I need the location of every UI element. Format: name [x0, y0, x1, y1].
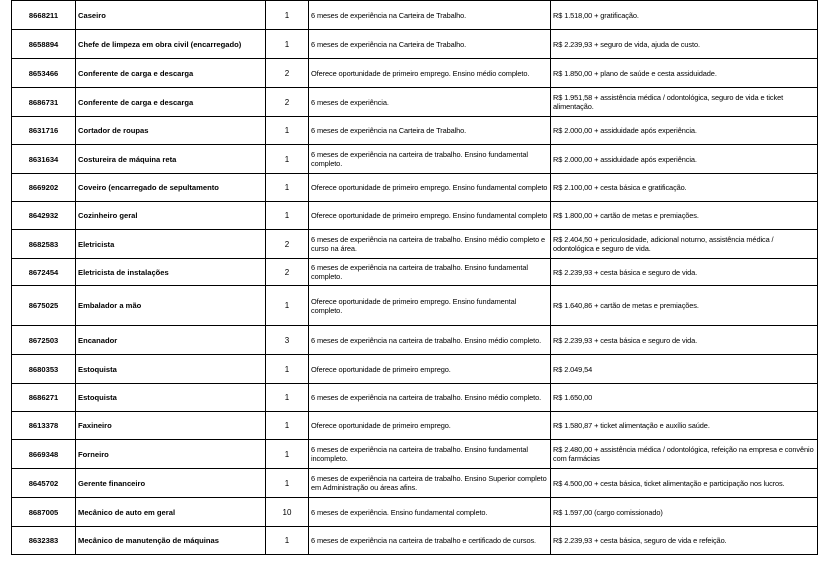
job-benefits: R$ 2.404,50 + periculosidade, adicional noturno, assistência médica / odontológica e seguro de vida.: [551, 230, 818, 259]
table-row: [12, 498, 818, 527]
job-benefits: R$ 2.000,00 + assiduidade após experiência.: [551, 117, 818, 145]
job-benefits: R$ 2.239,93 + cesta básica e seguro de vida.: [551, 259, 818, 286]
job-benefits: R$ 1.640,86 + cartão de metas e premiações.: [551, 286, 818, 326]
table-row: [12, 355, 818, 384]
job-code: 8672454: [12, 259, 76, 286]
job-requirements: 6 meses de experiência na carteira de trabalho. Ensino Superior completo em Administração ou áreas afins.: [309, 469, 551, 498]
job-code: 8682583: [12, 230, 76, 259]
job-code: 8642932: [12, 202, 76, 230]
table-row: [12, 326, 818, 355]
job-benefits: R$ 1.580,87 + ticket alimentação e auxílio saúde.: [551, 412, 818, 440]
job-requirements: 6 meses de experiência na carteira de trabalho. Ensino fundamental incompleto.: [309, 440, 551, 469]
vacancy-count: 1: [266, 30, 309, 59]
job-code: 8680353: [12, 355, 76, 384]
table-row: [12, 469, 818, 498]
job-code: 8668211: [12, 1, 76, 30]
job-code: 8653466: [12, 59, 76, 88]
job-title: Conferente de carga e descarga: [76, 88, 266, 117]
job-code: 8669348: [12, 440, 76, 469]
job-code: 8669202: [12, 174, 76, 202]
job-requirements: 6 meses de experiência na carteira de trabalho. Ensino médio completo.: [309, 326, 551, 355]
job-code: 8686731: [12, 88, 76, 117]
vacancy-count: 1: [266, 355, 309, 384]
table-row: [12, 440, 818, 469]
job-title: Estoquista: [76, 355, 266, 384]
job-requirements: 6 meses de experiência na Carteira de Trabalho.: [309, 30, 551, 59]
job-code: 8631716: [12, 117, 76, 145]
job-requirements: Oferece oportunidade de primeiro emprego. Ensino fundamental completo: [309, 202, 551, 230]
job-code: 8631634: [12, 145, 76, 174]
vacancy-count: 1: [266, 202, 309, 230]
job-title: Embalador a mão: [76, 286, 266, 326]
job-benefits: R$ 2.049,54: [551, 355, 818, 384]
table-row: [12, 412, 818, 440]
table-row: [12, 88, 818, 117]
job-listings-sheet: [11, 0, 817, 555]
table-row: [12, 1, 818, 30]
table-row: [12, 117, 818, 145]
job-code: 8686271: [12, 384, 76, 412]
vacancy-count: 2: [266, 59, 309, 88]
job-benefits: R$ 2.480,00 + assistência médica / odontológica, refeição na empresa e convênio com farmácias: [551, 440, 818, 469]
job-requirements: 6 meses de experiência na Carteira de Trabalho.: [309, 1, 551, 30]
job-benefits: R$ 4.500,00 + cesta básica, ticket alimentação e participação nos lucros.: [551, 469, 818, 498]
vacancy-count: 1: [266, 440, 309, 469]
vacancy-count: 3: [266, 326, 309, 355]
job-title: Caseiro: [76, 1, 266, 30]
job-requirements: 6 meses de experiência na carteira de trabalho e certificado de cursos.: [309, 527, 551, 555]
vacancy-count: 2: [266, 230, 309, 259]
job-requirements: Oferece oportunidade de primeiro emprego. Ensino fundamental completo: [309, 174, 551, 202]
job-benefits: R$ 1.518,00 + gratificação.: [551, 1, 818, 30]
vacancy-count: 1: [266, 384, 309, 412]
table-row: [12, 30, 818, 59]
job-title: Estoquista: [76, 384, 266, 412]
job-benefits: R$ 2.239,93 + seguro de vida, ajuda de custo.: [551, 30, 818, 59]
vacancy-count: 1: [266, 145, 309, 174]
job-title: Chefe de limpeza em obra civil (encarregado): [76, 30, 266, 59]
job-title: Eletricista: [76, 230, 266, 259]
job-title: Forneiro: [76, 440, 266, 469]
job-code: 8645702: [12, 469, 76, 498]
vacancy-count: 1: [266, 527, 309, 555]
table-row: [12, 145, 818, 174]
table-row: [12, 259, 818, 286]
table-row: [12, 174, 818, 202]
job-code: 8687005: [12, 498, 76, 527]
table-row: [12, 202, 818, 230]
job-requirements: 6 meses de experiência na carteira de trabalho. Ensino fundamental completo.: [309, 259, 551, 286]
job-title: Coveiro (encarregado de sepultamento: [76, 174, 266, 202]
job-requirements: Oferece oportunidade de primeiro emprego.: [309, 355, 551, 384]
job-title: Cortador de roupas: [76, 117, 266, 145]
job-requirements: 6 meses de experiência na carteira de trabalho. Ensino médio completo.: [309, 384, 551, 412]
vacancy-count: 10: [266, 498, 309, 527]
vacancy-count: 2: [266, 88, 309, 117]
job-title: Mecânico de auto em geral: [76, 498, 266, 527]
job-benefits: R$ 2.100,00 + cesta básica e gratificação.: [551, 174, 818, 202]
job-benefits: R$ 2.239,93 + cesta básica, seguro de vida e refeição.: [551, 527, 818, 555]
table-row: [12, 59, 818, 88]
job-benefits: R$ 1.800,00 + cartão de metas e premiações.: [551, 202, 818, 230]
job-requirements: 6 meses de experiência. Ensino fundamental completo.: [309, 498, 551, 527]
job-benefits: R$ 1.951,58 + assistência médica / odontológica, seguro de vida e ticket alimentação.: [551, 88, 818, 117]
job-code: 8672503: [12, 326, 76, 355]
job-title: Encanador: [76, 326, 266, 355]
job-title: Eletricista de instalações: [76, 259, 266, 286]
job-requirements: Oferece oportunidade de primeiro emprego.: [309, 412, 551, 440]
job-benefits: R$ 2.000,00 + assiduidade após experiência.: [551, 145, 818, 174]
table-row: [12, 230, 818, 259]
job-benefits: R$ 1.650,00: [551, 384, 818, 412]
vacancy-count: 1: [266, 286, 309, 326]
vacancy-count: 1: [266, 469, 309, 498]
vacancy-count: 2: [266, 259, 309, 286]
job-requirements: Oferece oportunidade de primeiro emprego. Ensino médio completo.: [309, 59, 551, 88]
table-row: [12, 384, 818, 412]
vacancy-count: 1: [266, 174, 309, 202]
job-requirements: Oferece oportunidade de primeiro emprego. Ensino fundamental completo.: [309, 286, 551, 326]
job-benefits: R$ 1.850,00 + plano de saúde e cesta assiduidade.: [551, 59, 818, 88]
job-benefits: R$ 1.597,00 (cargo comissionado): [551, 498, 818, 527]
job-title: Gerente financeiro: [76, 469, 266, 498]
table-row: [12, 527, 818, 555]
job-title: Faxineiro: [76, 412, 266, 440]
job-requirements: 6 meses de experiência na carteira de trabalho. Ensino médio completo e curso na área.: [309, 230, 551, 259]
job-title: Costureira de máquina reta: [76, 145, 266, 174]
job-code: 8632383: [12, 527, 76, 555]
job-requirements: 6 meses de experiência.: [309, 88, 551, 117]
job-listings-table: [11, 0, 818, 555]
vacancy-count: 1: [266, 117, 309, 145]
vacancy-count: 1: [266, 412, 309, 440]
job-requirements: 6 meses de experiência na Carteira de Trabalho.: [309, 117, 551, 145]
job-title: Mecânico de manutenção de máquinas: [76, 527, 266, 555]
table-row: [12, 286, 818, 326]
job-title: Cozinheiro geral: [76, 202, 266, 230]
job-benefits: R$ 2.239,93 + cesta básica e seguro de vida.: [551, 326, 818, 355]
job-title: Conferente de carga e descarga: [76, 59, 266, 88]
vacancy-count: 1: [266, 1, 309, 30]
job-code: 8613378: [12, 412, 76, 440]
job-code: 8675025: [12, 286, 76, 326]
job-requirements: 6 meses de experiência na carteira de trabalho. Ensino fundamental completo.: [309, 145, 551, 174]
job-code: 8658894: [12, 30, 76, 59]
